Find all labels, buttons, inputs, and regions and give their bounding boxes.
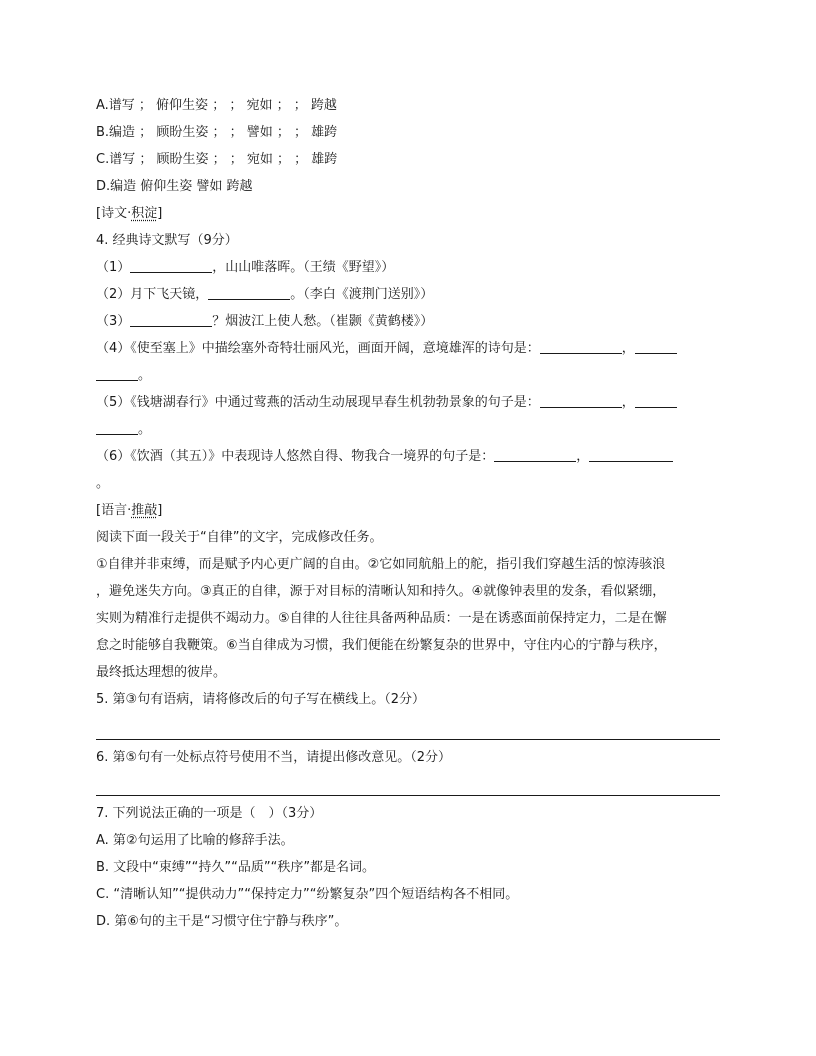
q4-item-6: （6）《饮酒（其五）》中表现诗人悠然自得、物我合一境界的句子是： ， xyxy=(96,443,720,470)
q7-option-d: D. 第⑥句的主干是“习惯守住宁静与秩序”。 xyxy=(96,914,348,929)
q7-option-a: A. 第②句运用了比喻的修辞手法。 xyxy=(96,833,294,848)
answer-blank[interactable] xyxy=(540,339,622,354)
answer-blank[interactable] xyxy=(635,339,677,354)
passage-line-5: 最终抵达理想的彼岸。 xyxy=(96,665,227,680)
q4-item-2: （2）月下飞天镜， 。（李白《渡荆门送别》） xyxy=(96,287,434,302)
answer-blank[interactable] xyxy=(130,258,212,273)
q7-option-b: B. 文段中“束缚”“持久”“品质”“秩序”都是名词。 xyxy=(96,860,376,875)
section-header-lang: [语言·推敲] xyxy=(96,503,163,518)
q4-item-1: （1） ，山山唯落晖。（王绩《野望》） xyxy=(96,260,395,275)
answer-blank[interactable] xyxy=(208,285,290,300)
answer-blank[interactable] xyxy=(540,393,622,408)
q4-item-3: （3） ？烟波江上使人愁。（崔颢《黄鹤楼》） xyxy=(96,314,434,329)
passage-line-3: 实则为精准行走提供不竭动力。⑤自律的人往往具备两种品质：一是在诱惑面前保持定力，二是在懈 xyxy=(96,611,667,626)
q4-item-6-cont: 。 xyxy=(96,476,110,491)
answer-blank[interactable] xyxy=(96,420,138,435)
section-header-poem-emph: 积淀 xyxy=(131,206,158,221)
section-header-poem: [诗文·积淀] xyxy=(96,206,163,221)
answer-blank[interactable] xyxy=(589,447,673,462)
option-a: A.谱写 ； 俯仰生姿 ； ； 宛如 ； ； 跨越 xyxy=(96,98,337,113)
prev-question-options xyxy=(96,92,720,200)
answer-blank[interactable] xyxy=(635,393,677,408)
q4-item-4-cont: 。 xyxy=(96,362,720,389)
q4-title: 4. 经典诗文默写（9分） xyxy=(96,233,238,248)
q7-option-c: C. “清晰认知”“提供动力”“保持定力”“纷繁复杂”四个短语结构各不相同。 xyxy=(96,887,519,902)
answer-blank[interactable] xyxy=(130,312,212,327)
answer-blank[interactable] xyxy=(494,447,576,462)
option-c: C.谱写 ； 顾盼生姿 ； ； 宛如 ； ； 雄跨 xyxy=(96,152,338,167)
passage-line-1: ①自律并非束缚，而是赋予内心更广阔的自由。②它如同航船上的舵，指引我们穿越生活的惊涛骇浪 xyxy=(96,557,666,572)
q5-title: 5. 第③句有语病，请将修改后的句子写在横线上。（2分） xyxy=(96,692,425,707)
section-header-lang-emph: 推敲 xyxy=(131,503,158,518)
q4-item-5: （5）《钱塘湖春行》中通过莺燕的活动生动展现早春生机勃勃景象的句子是： ， xyxy=(96,389,720,416)
passage-line-2: ，避免迷失方向。③真正的自律，源于对目标的清晰认知和持久。④就像钟表里的发条，看似紧绷， xyxy=(96,584,666,599)
q6-title: 6. 第⑤句有一处标点符号使用不当，请提出修改意见。（2分） xyxy=(96,750,451,765)
option-d: D.编造 俯仰生姿 譬如 跨越 xyxy=(96,179,253,194)
q7-title: 7. 下列说法正确的一项是（ ）（3分） xyxy=(96,806,323,821)
answer-blank[interactable] xyxy=(96,366,138,381)
q4-item-4: （4）《使至塞上》中描绘塞外奇特壮丽风光，画面开阔，意境雄浑的诗句是： ， xyxy=(96,335,720,362)
passage xyxy=(96,551,720,686)
passage-line-4: 怠之时能够自我鞭策。⑥当自律成为习惯，我们便能在纷繁复杂的世界中，守住内心的宁静与秩序， xyxy=(96,638,667,653)
passage-intro: 阅读下面一段关于“自律”的文字，完成修改任务。 xyxy=(96,530,383,545)
q4-item-5-cont: 。 xyxy=(96,416,720,443)
option-b: B.编造 ； 顾盼生姿 ； ； 譬如 ； ； 雄跨 xyxy=(96,125,338,140)
document-page xyxy=(96,92,720,935)
